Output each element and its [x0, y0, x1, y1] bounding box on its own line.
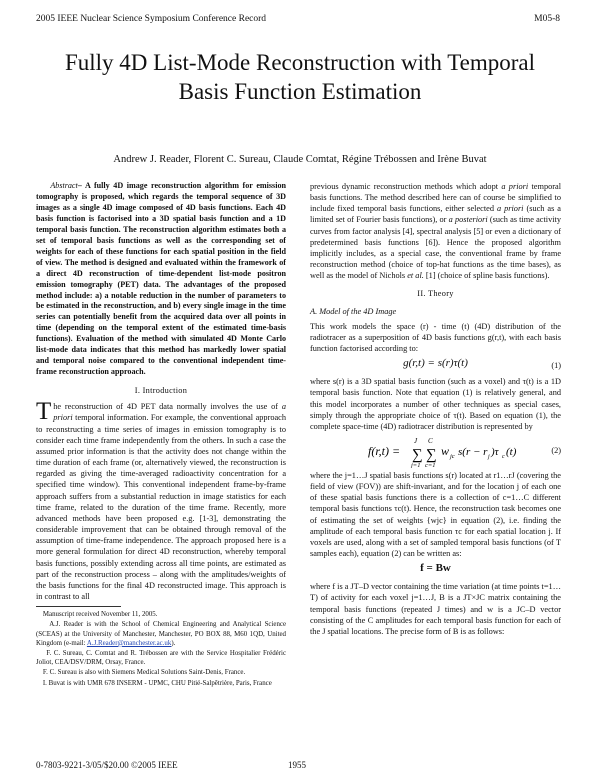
equation-2 — [310, 434, 561, 468]
equation-2-math — [368, 434, 518, 468]
abstract — [36, 181, 286, 378]
eq2-sum1-bottom: j=1 — [411, 461, 421, 468]
rp1-c: (such as a limited set of Fourier basis functions), or — [310, 204, 561, 225]
footnote-reader-end: ). — [171, 639, 176, 647]
paper-id: M05-8 — [534, 14, 560, 24]
eq2-lhs: f(r,t) = — [368, 443, 401, 458]
section-heading-introduction: I. Introduction — [134, 386, 188, 396]
eq2-tail: (t) — [506, 445, 517, 458]
left-column — [36, 181, 286, 689]
eq2-sum2-sigma: ∑ — [426, 446, 437, 463]
rp1-i2: a priori — [496, 204, 524, 214]
abstract-text: – A fully 4D image reconstruction algorithm for emission tomography is proposed, which regards the temporal sequence of 3D images as a single 4D image composed of 4D basis functions. Each 4D basis function is factorised into a 3D spatial basis function and a 1D temporal basis function. The reconstruction algorithm estimates both a set of temporal basis functions as well as the corresponding set of weights for each of these functions for each spatial position in the field of view. The method is designed and evaluated within the framework of a direct 4D reconstruction of time-dependent list-mode positron emission tomography (PET) data. The advantages of the proposed method include: a) a notable reduction in the number of parameters to be estimated in the reconstruction, and b) every single image in the time series can potentially benefit from the acquired data over all points in time (depending on the temporal extent of the estimated time-basis functions). Evaluation of the method with simulated 4D Monte Carlo list-mode data indicates that this method has markedly lower spatial and temporal noise compared to the conventional independent time-frame reconstruction approach. — [36, 181, 286, 377]
equation-3-math: f = Bw — [420, 562, 451, 575]
copyright-line: 0-7803-9221-3/05/$20.00 ©2005 IEEE — [36, 760, 178, 770]
eq2-sum2-top: C — [428, 436, 433, 445]
theory-paragraph-4: where f is a JT–D vector containing the time variation (at time points t=1…T) of activity for each voxel j=1…J, B is a JT×JC matrix containing the temporal basis functions (repeated J times) and w is a JC–D vector consisting of the C amplitudes for each temporal basis function for each of the J spatial locations. The precise form of B is as follows: — [310, 582, 561, 636]
rp1-a: previous dynamic reconstruction methods which adopt — [310, 182, 502, 191]
intro-text-a: he reconstruction of 4D PET data normally involves the use of — [53, 402, 282, 412]
footnote-received: Manuscript received November 11, 2005. — [42, 611, 158, 619]
footnotes — [36, 610, 286, 688]
rp1-d: (such as time activity curves from factor analysis [4], spectral analysis [5] or even a dictionary of predetermined basis functions [6]). Hence the proposed algorithm implicitly includes, as a special case, the conventional frame by frame reconstruction method (choice of top-hat functions as the time bases), as well as the model of Nichols — [310, 215, 562, 281]
theory-paragraph-3: where the j=1…J spatial basis functions s(r) located at r1…rJ (covering the field of view (FOV)) are shift-invariant, and for the location j of each one of these spatial basis functions there is a collection of c=1…C different temporal basis functions τc(t). Hence, the reconstruction task becomes one of estimating the set of weights {wjc} in equation (2), i.e. finding the amplitude of each temporal basis function τc for each spatial location j. If voxels are used, along with a set of sampled temporal basis functions (of T samples each), equation (2) can be written as: — [310, 470, 561, 559]
abstract-label: Abstract — [50, 181, 78, 190]
equation-3 — [310, 561, 561, 579]
intro-italic: a priori — [53, 402, 286, 423]
eq2-tau: )τ — [491, 445, 499, 458]
rp1-b: temporal basis functions. The method described here can of course be simplified to include fixed temporal basis functions, either selected — [310, 182, 561, 214]
eq2-spatial-sub: j — [488, 453, 490, 460]
right-column — [310, 181, 561, 637]
section-heading-theory: II. Theory — [417, 289, 454, 299]
eq2-sum1-top: J — [414, 436, 418, 445]
eq2-weight: w — [441, 443, 450, 458]
equation-2-number: (2) — [551, 445, 561, 455]
eq2-weight-sub: jc — [450, 452, 455, 460]
footnote-reader: A.J. Reader is with the School of Chemical Engineering and Analytical Science (SCEAS) at the University of Manchester, Manchester, PO BOX 88, M60 1QD, United Kingdom (e-mail: — [36, 621, 287, 647]
footnote-buvat: I. Buvat is with UMR 678 INSERM - UPMC, CHU Pitié-Salpêtrière, Paris, France — [42, 679, 272, 687]
reader-email-link[interactable]: A.J.Reader@manchester.ac.uk — [86, 639, 172, 647]
theory-paragraph-2: where s(r) is a 3D spatial basis function (such as a voxel) and τ(t) is a 1D temporal basis function. Note that equation (1) is relatively general, and this model incorporates a number of other techniques as special cases, simply through the appropriate choice of τ(t). Based on equation (1), the complete space-time (4D) radiotracer distribution is represented by — [310, 377, 561, 431]
rp1-i3: a posteriori — [448, 215, 488, 225]
rp1-e: [1] (choice of spline basis functions). — [423, 271, 550, 281]
author-list: Andrew J. Reader, Florent C. Sureau, Claude Comtat, Régine Trébossen and Irène Buvat — [113, 154, 487, 165]
eq2-sum2-bottom: c=1 — [425, 461, 436, 468]
eq2-tau-sub: c — [502, 453, 505, 460]
footnote-sureau: F. C. Sureau, C. Comtat and R. Trébossen are with the Service Hospitalier Frédéric Joliot, CEA/DSV/DRM, Orsay, France. — [36, 649, 287, 667]
equation-1-math: g(r,t) = s(r)τ(t) — [403, 357, 468, 370]
subsection-heading: A. Model of the 4D Image — [310, 306, 397, 316]
footnote-divider — [36, 606, 121, 607]
eq2-spatial: s(r − r — [458, 445, 488, 458]
right-paragraph-1 — [310, 181, 561, 281]
equation-1 — [310, 356, 561, 374]
footnote-siemens: F. C. Sureau is also with Siemens Medical Solutions Saint-Denis, France. — [42, 669, 246, 677]
paper-title: Fully 4D List-Mode Reconstruction with Temporal Basis Function Estimation — [64, 50, 536, 104]
intro-text-b: temporal information. For example, the conventional approach to reconstructing a time series of images in emission tomography is to consider each time frame independently from the others. In such a case the assumed prior information is that the activity does not change within the time duration of each frame (or, alternatively viewed, the reconstruction is regarded as giving the time-averaged radioactivity concentration for a specified time window). This conventional independent frame-by-frame approach suffers from a substantial reduction in image statistics for each time frame, related to the duration of the time frame. Recently, more advanced methods have been proposed e.g. [1-3], demonstrating the considerable improvement that can be obtained through removal of the assumption of time-frame independence. The approach proposed here is a more general formulation for direct 4D reconstruction, whereby temporal basis functions, possibly extending across all time points, are estimated as part of the reconstruction process – along with the amplitudes/weights of the basis functions for the final 4D reconstructed image. This approach is in contrast to all — [36, 413, 286, 601]
page-number: 1955 — [288, 760, 306, 770]
rp1-i1: a priori — [501, 182, 529, 191]
equation-1-number: (1) — [551, 361, 561, 371]
theory-paragraph-1: This work models the space (r) - time (t) (4D) distribution of the radiotracer as a superposition of 4D basis functions g(r,t), with each basis function factorised according to: — [310, 321, 561, 354]
eq2-sum1-sigma: ∑ — [412, 446, 423, 463]
drop-cap: T — [36, 398, 52, 426]
intro-paragraph — [36, 398, 286, 602]
rp1-i4: et al. — [407, 271, 424, 281]
conference-header: 2005 IEEE Nuclear Science Symposium Conference Record — [36, 14, 267, 24]
